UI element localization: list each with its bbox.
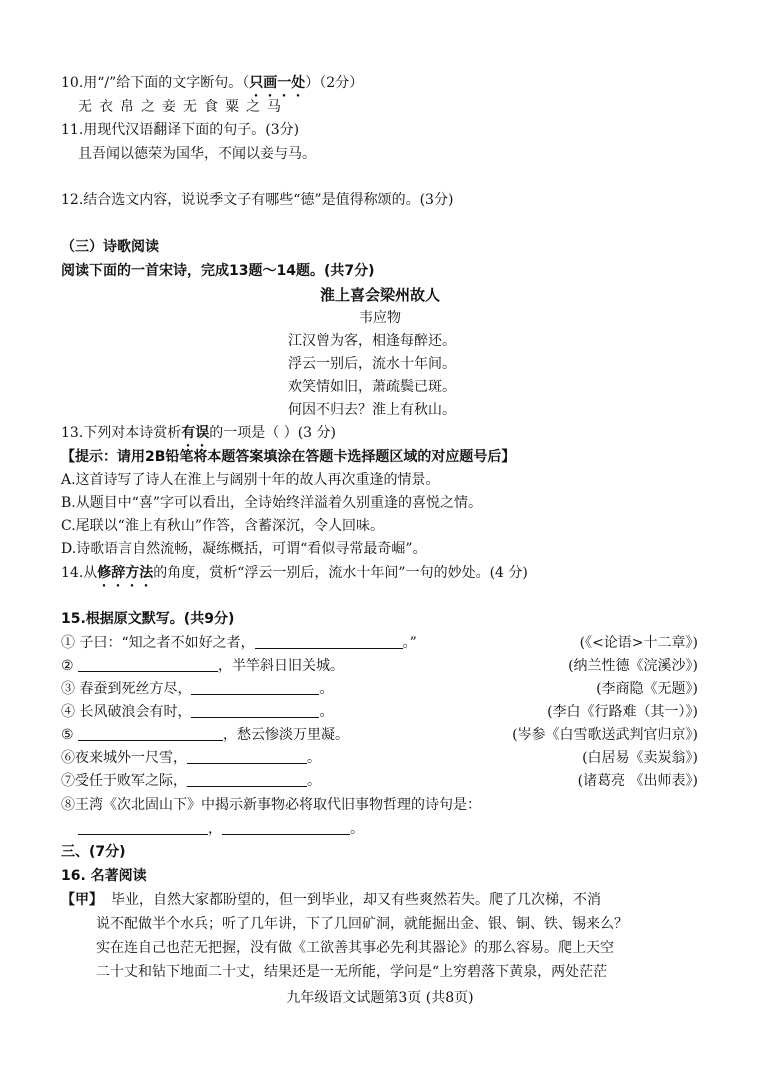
q16-para-line: 二十丈和钻下地面二十丈，结果还是一无所能，学问是“上穷碧落下黄泉，两处茫茫 — [96, 964, 608, 980]
q13-option-c: C.尾联以“淮上有秋山”作答，含蓄深沉，令人回味。 — [61, 518, 384, 534]
q15-source-1: (《<论语>十二章》) — [579, 635, 698, 651]
q15-title: 15.根据原文默写。(共9分) — [61, 611, 235, 627]
q15-source-7: (诸葛亮 《出师表》) — [577, 773, 698, 789]
poem-line: 何因不归去？淮上有秋山。 — [288, 402, 456, 418]
poem-line: 浮云一别后，流水十年间。 — [288, 356, 456, 372]
answer-blank[interactable] — [191, 680, 319, 695]
q10-text: 无衣帛之妾无食粟之马 — [78, 99, 288, 115]
q13-emphasis: 有误 — [181, 425, 210, 441]
q10-emphasis: 只画一处 — [249, 75, 306, 91]
q11-sentence: 且吾闻以德荣为国华，不闻以妾与马。 — [78, 146, 316, 162]
answer-blank[interactable] — [78, 657, 218, 672]
q14-emphasis: 修辞方法 — [97, 565, 154, 581]
q15-item-7: ⑦受任于败军之际， 。 — [61, 773, 321, 789]
answer-blank[interactable] — [78, 726, 223, 741]
q16-para-line: 实在连自己也茫无把握，没有做《工欲善其事必先利其器论》的那么容易。爬上天空 — [96, 940, 614, 956]
q15-source-6: (白居易《卖炭翁》) — [582, 750, 698, 766]
q12-question: 12.结合选文内容，说说季文子有哪些“德”是值得称颂的。(3分) — [61, 192, 454, 208]
answer-blank[interactable] — [187, 772, 307, 787]
poem-title: 淮上喜会梁州故人 — [319, 286, 440, 304]
q15-source-4: (李白《行路难（其一）》) — [547, 704, 698, 720]
answer-blank[interactable] — [78, 820, 208, 835]
q15-item-8: ⑧王湾《次北固山下》中揭示新事物必将取代旧事物哲理的诗句是： — [61, 797, 481, 813]
q13-hint: 【提示：请用2B铅笔将本题答案填涂在答题卡选择题区域的对应题号后】 — [61, 449, 516, 465]
q15-item-4: ④ 长风破浪会有时， 。 — [61, 704, 334, 720]
q10-question: 10.用“/”给下面的文字断句。（只画一处）（2分） — [61, 75, 364, 91]
q13-option-d: D.诗歌语言自然流畅，凝练概括，可谓“看似寻常最奇崛”。 — [61, 541, 427, 557]
section3-intro: 阅读下面的一首宋诗，完成13题～14题。(共7分) — [61, 263, 375, 279]
page-footer: 九年级语文试题第3页 (共8页) — [286, 990, 474, 1006]
answer-blank[interactable] — [222, 820, 350, 835]
q15-source-5: (岑参《白雪歌送武判官归京》) — [512, 727, 698, 743]
answer-blank[interactable] — [255, 634, 403, 649]
poem-line: 欢笑情如旧，萧疏鬓已斑。 — [288, 379, 456, 395]
q15-item-1: ① 子曰：“知之者不如好之者， 。” — [61, 635, 417, 651]
q13-question: 13.下列对本诗赏析有误的一项是（ ）(3 分) — [61, 425, 336, 441]
poem-author: 韦应物 — [359, 310, 401, 326]
answer-blank[interactable] — [187, 749, 307, 764]
section3-title: （三）诗歌阅读 — [61, 239, 159, 255]
q13-option-a: A.这首诗写了诗人在淮上与阔别十年的故人再次重逢的情景。 — [61, 472, 440, 488]
q15-item-2: ② ，半竿斜日旧关城。 — [61, 658, 345, 674]
answer-blank[interactable] — [191, 703, 319, 718]
q11-question: 11.用现代汉语翻译下面的句子。(3分) — [61, 122, 300, 138]
part3-title: 三、(7分) — [61, 844, 126, 860]
q16-para-line: 说不配做半个水兵；听了几年讲，下了几回矿洞，就能掘出金、银、铜、铁、锡来么？ — [96, 916, 628, 932]
q13-option-b: B.从题目中“喜”字可以看出，全诗始终洋溢着久别重逢的喜悦之情。 — [61, 495, 483, 511]
q16-para-line: 【甲】 毕业，自然大家都盼望的，但一到毕业，却又有些爽然若失。爬了几次梯，不消 — [61, 892, 601, 908]
poem-line: 江汉曾为客，相逢每醉还。 — [288, 333, 456, 349]
q15-source-3: (李商隐《无题》) — [596, 681, 698, 697]
q15-item-6: ⑥夜来城外一尺雪， 。 — [61, 750, 321, 766]
q15-item-8-answer: ， 。 — [78, 819, 364, 839]
q14-question: 14.从修辞方法的角度，赏析“浮云一别后，流水十年间”一句的妙处。(4 分) — [61, 565, 528, 581]
q15-source-2: (纳兰性德《浣溪沙》) — [568, 658, 698, 674]
q16-label: 【甲】 — [61, 892, 103, 908]
q15-item-5: ⑤ ，愁云惨淡万里凝。 — [61, 727, 350, 743]
q15-item-3: ③ 春蚕到死丝方尽， 。 — [61, 681, 334, 697]
q16-title: 16. 名著阅读 — [61, 868, 147, 884]
